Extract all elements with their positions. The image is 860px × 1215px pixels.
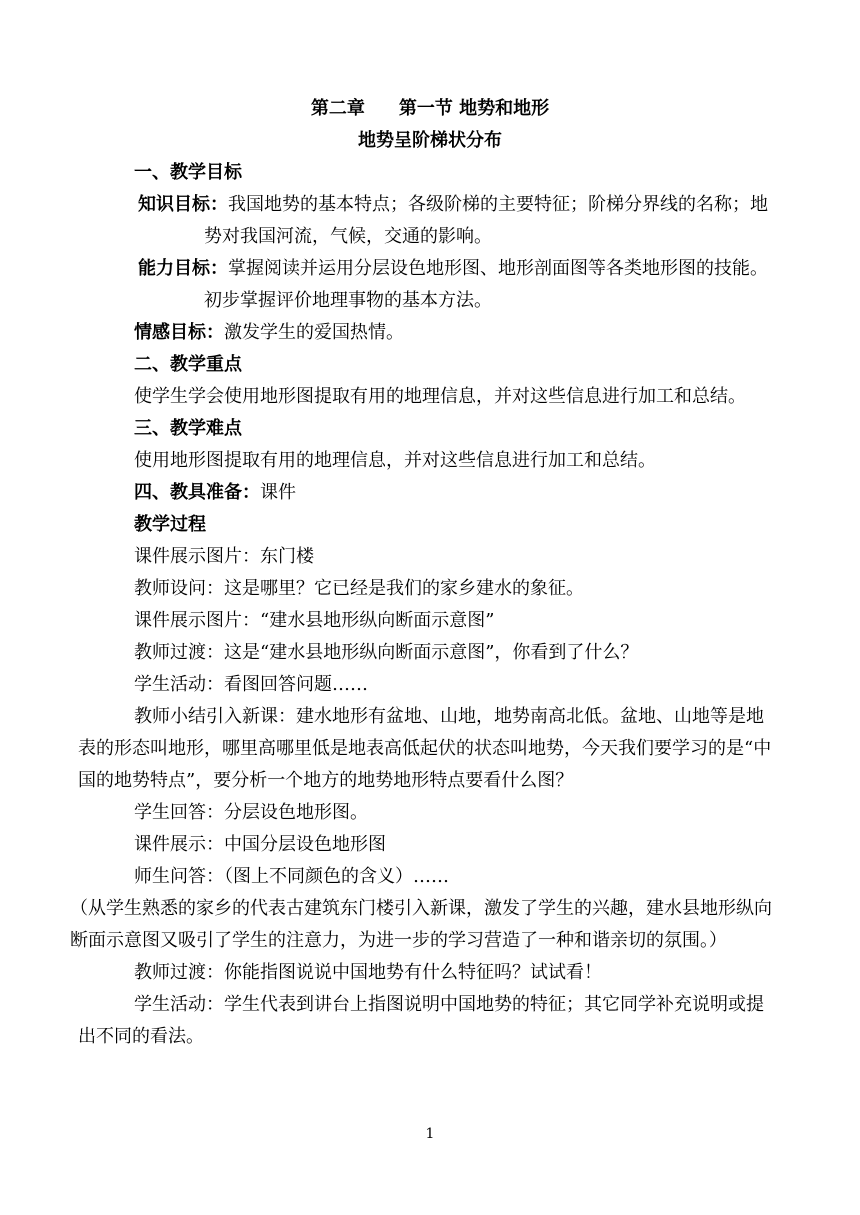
goals-heading: 一、教学目标 bbox=[134, 162, 242, 183]
process-line: 教师小结引入新课：建水地形有盆地、山地，地势南高北低。盆地、山地等是地表的形态叫地形，哪里高哪里低是地表高低起伏的状态叫地势，今天我们要学习的是“中国的地势特点”，要分析一个地方的地势地形特点要看什么图？ bbox=[78, 706, 772, 791]
ability-text: 掌握阅读并运用分层设色地形图、地形剖面图等各类地形图的技能。初步掌握评价地理事物的基本方法。 bbox=[204, 258, 768, 311]
page-number: 1 bbox=[425, 1126, 435, 1142]
knowledge-goal bbox=[96, 189, 776, 253]
ability-goal bbox=[96, 253, 776, 317]
emotion-text: 激发学生的爱国热情。 bbox=[224, 322, 404, 343]
emotion-goal bbox=[96, 317, 776, 349]
process-line: 教师过渡：这是“建水县地形纵向断面示意图”，你看到了什么？ bbox=[134, 642, 639, 663]
key-text: 使学生学会使用地形图提取有用的地理信息，并对这些信息进行加工和总结。 bbox=[134, 386, 746, 407]
document-title bbox=[0, 93, 860, 125]
section-label: 第一节 地势和地形 bbox=[398, 98, 550, 119]
process-line: 教师设问：这是哪里？它已经是我们的家乡建水的象征。 bbox=[134, 578, 584, 599]
document-subtitle: 地势呈阶梯状分布 bbox=[358, 130, 502, 151]
document-body bbox=[70, 157, 776, 1053]
tools-line bbox=[96, 477, 776, 509]
process-line: 教师过渡：你能指图说说中国地势有什么特征吗？试试看！ bbox=[134, 962, 602, 983]
difficulty-heading: 三、教学难点 bbox=[134, 418, 242, 439]
process-line: 师生问答：（图上不同颜色的含义）…… bbox=[134, 866, 449, 887]
ability-label: 能力目标： bbox=[138, 258, 228, 279]
process-line: 学生回答：分层设色地形图。 bbox=[134, 802, 368, 823]
tools-label: 四、教具准备： bbox=[134, 482, 260, 503]
key-heading: 二、教学重点 bbox=[134, 354, 242, 375]
tools-text: 课件 bbox=[260, 482, 296, 503]
process-line: 学生活动：学生代表到讲台上指图说明中国地势的特征；其它同学补充说明或提出不同的看法。 bbox=[78, 994, 764, 1047]
chapter-label: 第二章 bbox=[310, 98, 365, 119]
process-line: 学生活动：看图回答问题…… bbox=[134, 674, 368, 695]
process-line: 课件展示图片：“建水县地形纵向断面示意图” bbox=[134, 610, 495, 631]
process-line: 课件展示图片：东门楼 bbox=[134, 546, 314, 567]
knowledge-text: 我国地势的基本特点；各级阶梯的主要特征；阶梯分界线的名称；地势对我国河流，气候，交通的影响。 bbox=[204, 194, 768, 247]
difficulty-text: 使用地形图提取有用的地理信息，并对这些信息进行加工和总结。 bbox=[134, 450, 656, 471]
process-line: 课件展示：中国分层设色地形图 bbox=[134, 834, 386, 855]
teaching-note: （从学生熟悉的家乡的代表古建筑东门楼引入新课，激发了学生的兴趣，建水县地形纵向断面示意图又吸引了学生的注意力，为进一步的学习营造了一种和谐亲切的氛围。） bbox=[70, 898, 772, 951]
process-heading: 教学过程 bbox=[134, 514, 206, 535]
knowledge-label: 知识目标： bbox=[138, 194, 228, 215]
emotion-label: 情感目标： bbox=[134, 322, 224, 343]
